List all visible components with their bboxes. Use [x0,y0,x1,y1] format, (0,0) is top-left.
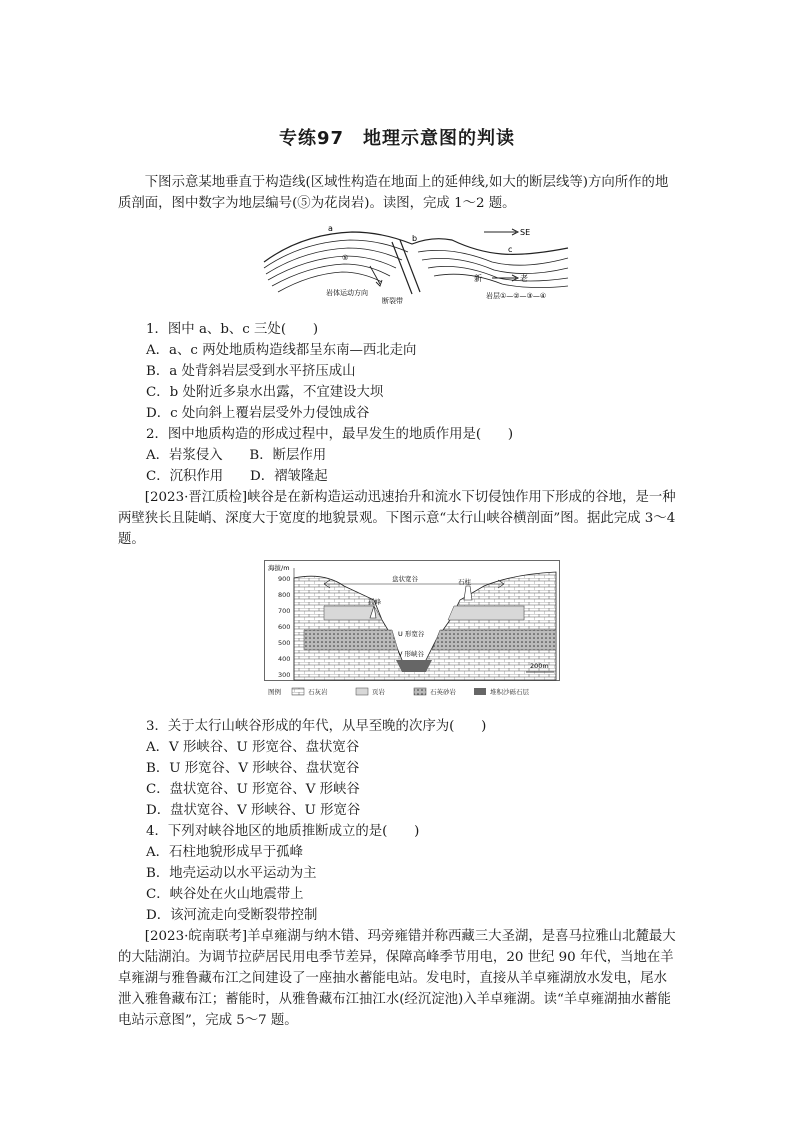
isolated-peak-label: 孤峰 [368,598,381,606]
question-2-options-ab: A．岩浆侵入 B．断层作用 [146,448,327,463]
u-valley-label: U 形宽谷 [398,630,425,638]
tick-700: 700 [278,607,291,615]
v-canyon-label: V 形峡谷 [398,650,425,658]
tick-900: 900 [278,575,291,583]
tick-500: 500 [278,639,291,647]
point-c-label: c [508,245,513,254]
question-2-stem: 2．图中地质构造的形成过程中，最早发生的地质作用是( ) [146,427,514,442]
question-4-option-b: B．地壳运动以水平运动为主 [146,866,317,881]
intro-paragraph-1: 下图示意某地垂直于构造线(区域性构造在地面上的延伸线,如大的断层线等)方向所作的地质剖面，图中数字为地层编号(⑤为花岗岩)。读图，完成 1～2 题。 [118,175,669,211]
legend-shale: 页岩 [372,688,385,696]
question-4-stem: 4．下列对峡谷地区的地质推断成立的是( ) [146,824,420,839]
question-1-option-d: D．c 处向斜上覆岩层受外力侵蚀成谷 [146,406,370,421]
point-a-label: a [328,224,333,233]
question-3-option-d: D．盘状宽谷、V 形峡谷、U 形宽谷 [146,803,361,818]
tick-300: 300 [278,671,291,679]
intro-paragraph-2: [2023·晋江质检]峡谷是在新构造运动迅速抬升和流水下切侵蚀作用下形成的谷地，是一种两壁狭长且陡峭、深度大于宽度的地貌景观。下图示意“太行山峡谷横剖面”图。据此完成 3～4 题。 [118,490,676,547]
question-3-option-b: B．U 形宽谷、V 形峡谷、盘状宽谷 [146,761,360,776]
question-1-stem: 1．图中 a、b、c 三处( ) [146,322,319,337]
point-b-label: b [412,234,418,243]
canyon-profile-figure [264,560,560,700]
question-3-option-a: A．V 形峡谷、U 形宽谷、盘状宽谷 [146,740,360,755]
question-4-option-d: D．该河流走向受断裂带控制 [146,908,318,923]
question-4-option-c: C．峡谷处在火山地震带上 [146,887,304,902]
tick-600: 600 [278,623,291,631]
question-1-option-b: B．a 处背斜岩层受到水平挤压成山 [146,364,356,379]
question-2-options-cd: C．沉积作用 D．褶皱隆起 [146,469,328,484]
question-1-option-c: C．b 处附近多泉水出露，不宜建设大坝 [146,385,384,400]
legend-layers: 岩层①—②—③—④ [486,292,547,300]
question-1-option-a: A．a、c 两处地质构造线都呈东南—西北走向 [146,343,417,358]
page-title: 专练97 地理示意图的判读 [278,128,516,149]
question-4-option-a: A．石柱地貌形成早于孤峰 [146,845,303,860]
tick-800: 800 [278,591,291,599]
pan-valley-label: 盘状宽谷 [392,575,418,583]
question-3-stem: 3．关于太行山峡谷形成的年代，从早至晚的次序为( ) [146,719,487,734]
fault-zone-label: 断裂带 [382,297,403,304]
granite-number: ⑤ [342,254,349,262]
legend-gravel: 堆积沙砾石层 [490,688,529,696]
elevation-axis-label: 海拔/m [268,564,290,572]
tick-400: 400 [278,655,291,663]
legend-quartz-sandstone: 石英砂岩 [430,688,456,696]
question-3-option-c: C．盘状宽谷、U 形宽谷、V 形峡谷 [146,782,360,797]
legend-old: 老 [520,274,528,283]
scale-bar-label: 200m [530,662,549,670]
legend-title: 图例 [268,688,281,696]
stone-pillar-label: 石柱 [458,578,471,586]
legend-limestone: 石灰岩 [308,688,328,696]
intro-paragraph-3: [2023·皖南联考]羊卓雍湖与纳木错、玛旁雍错并称西藏三大圣湖，是喜马拉雅山北麓最大的大陆湖泊。为调节拉萨居民用电季节差异，保障高峰季节用电，20 世纪 90 年代，当地在羊卓雍湖与雅鲁藏布江之间建设了一座抽水蓄能电站。发电时，直接从羊卓雍湖放水发电，尾水泄入雅鲁藏布江；蓄能时，从雅鲁藏布江抽江水(经沉淀池)入羊卓雍湖。读“羊卓雍湖抽水蓄能电站示意图”，完成 5～7 题。 [118,929,676,1028]
geologic-profile-figure [262,222,572,304]
legend-new: 新 [474,274,482,283]
direction-label: SE [520,228,531,237]
movement-label: 岩体运动方向 [326,289,368,297]
